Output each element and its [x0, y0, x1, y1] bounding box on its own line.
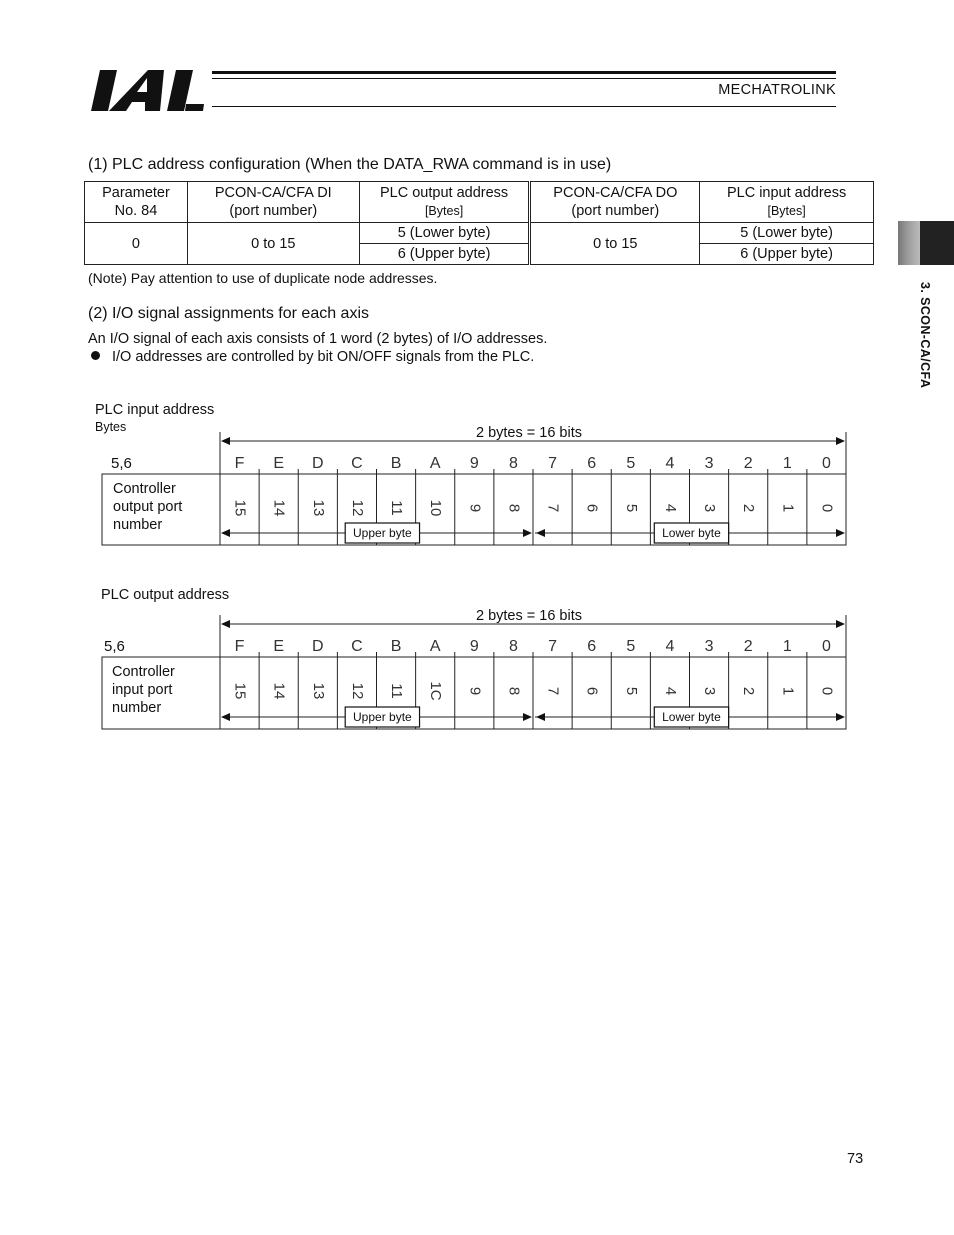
port-number: 12: [348, 499, 366, 517]
port-number: 10: [427, 499, 445, 517]
lower-byte-label: Lower byte: [662, 526, 721, 540]
byte-address-label: 5,6: [111, 455, 132, 472]
port-number: 13: [309, 499, 327, 517]
bit-label: 1: [782, 455, 792, 472]
port-number: 3: [701, 686, 719, 696]
port-number: 6: [583, 686, 601, 696]
section1-heading: (1) PLC address configuration (When the DATA_RWA command is in use): [88, 156, 612, 173]
section2-heading: (2) I/O signal assignments for each axis: [88, 305, 370, 322]
th-plc-output: PLC output address [Bytes]: [359, 182, 530, 223]
bit-label: A: [429, 455, 441, 472]
bit-label: 3: [704, 455, 714, 472]
port-number: 14: [270, 682, 288, 700]
port-number: 11: [388, 683, 406, 699]
port-number: 4: [661, 503, 679, 513]
port-number: 6: [583, 503, 601, 513]
row-label-line: output port: [113, 499, 183, 515]
bit-label: B: [390, 638, 402, 655]
port-number: 9: [466, 503, 484, 513]
bit-label: E: [273, 638, 285, 655]
bit-label: 2: [743, 455, 753, 472]
upper-byte-arrow-right: [523, 713, 532, 721]
bit-label: 8: [508, 638, 518, 655]
bit-label: 0: [821, 638, 831, 655]
span-label: 2 bytes = 16 bits: [476, 425, 582, 441]
section2-bullet: I/O addresses are controlled by bit ON/OFF signals from the PLC.: [91, 349, 534, 365]
cell-output-upper: 6 (Upper byte): [359, 244, 530, 265]
cell-do-range: 0 to 15: [530, 223, 700, 265]
port-number: 2: [740, 686, 758, 696]
port-number: 7: [544, 503, 562, 513]
section-title: MECHATROLINK: [718, 82, 836, 98]
upper-byte-label: Upper byte: [353, 710, 412, 724]
cell-input-upper: 6 (Upper byte): [700, 244, 874, 265]
port-number: 4: [661, 686, 679, 696]
port-number: 1C: [427, 681, 445, 701]
row-label-line: Controller: [112, 664, 175, 680]
bit-label: 5: [626, 455, 636, 472]
port-number: 5: [622, 503, 640, 513]
bit-label: 6: [587, 455, 597, 472]
port-number: 15: [231, 499, 249, 517]
port-number: 8: [505, 686, 523, 696]
bit-label: 7: [548, 455, 558, 472]
page-number: 73: [847, 1151, 864, 1167]
bit-label: 9: [469, 455, 479, 472]
bit-label: C: [351, 638, 363, 655]
bit-label: F: [234, 455, 245, 472]
byte-address-label: 5,6: [104, 638, 125, 655]
th-plc-input: PLC input address [Bytes]: [700, 182, 874, 223]
row-label-line: number: [113, 517, 163, 533]
bit-label: 3: [704, 638, 714, 655]
port-number: 3: [701, 503, 719, 513]
side-tab-label: 3. SCON-CA/CFA: [918, 282, 932, 389]
bit-label: A: [429, 638, 441, 655]
port-number: 9: [466, 686, 484, 696]
bit-label: E: [273, 455, 285, 472]
bit-label: D: [312, 455, 324, 472]
span-arrow-right: [836, 620, 845, 628]
port-number: 7: [544, 686, 562, 696]
port-number: 8: [505, 503, 523, 513]
port-number: 5: [622, 686, 640, 696]
bit-label: 1: [782, 638, 792, 655]
diagram1-title: PLC input address: [95, 402, 215, 418]
upper-byte-label: Upper byte: [353, 526, 412, 540]
cell-param-value: 0: [85, 223, 188, 265]
port-number: 0: [818, 503, 836, 513]
upper-byte-arrow-left: [221, 713, 230, 721]
port-number: 12: [348, 682, 366, 700]
row-label-line: input port: [112, 682, 173, 698]
span-arrow-left: [221, 620, 230, 628]
bit-label: F: [234, 638, 245, 655]
bit-label: 0: [821, 455, 831, 472]
port-number: 0: [818, 686, 836, 696]
diagram1-subtitle: Bytes: [95, 420, 127, 434]
port-number: 1: [779, 503, 797, 513]
th-do: PCON-CA/CFA DO (port number): [530, 182, 700, 223]
bit-label: B: [390, 455, 402, 472]
lower-byte-arrow-left: [536, 713, 545, 721]
bit-label: 5: [626, 638, 636, 655]
cell-output-lower: 5 (Lower byte): [359, 223, 530, 244]
bit-label: D: [312, 638, 324, 655]
port-number: 14: [270, 499, 288, 517]
bit-label: 2: [743, 638, 753, 655]
port-number: 1: [779, 686, 797, 696]
bit-label: 4: [665, 455, 675, 472]
lower-byte-arrow-right: [836, 713, 845, 721]
port-number: 2: [740, 503, 758, 513]
span-label: 2 bytes = 16 bits: [476, 608, 582, 624]
bit-label: 6: [587, 638, 597, 655]
table-note: (Note) Pay attention to use of duplicate node addresses.: [88, 270, 438, 286]
bit-label: C: [351, 455, 363, 472]
bit-label: 4: [665, 638, 675, 655]
cell-input-lower: 5 (Lower byte): [700, 223, 874, 244]
diagram2-title: PLC output address: [101, 587, 230, 603]
bit-label: 7: [548, 638, 558, 655]
port-number: 13: [309, 682, 327, 700]
bit-label: 8: [508, 455, 518, 472]
bit-label: 9: [469, 638, 479, 655]
port-number: 11: [388, 500, 406, 516]
cell-di-range: 0 to 15: [187, 223, 359, 265]
row-label-line: Controller: [113, 481, 176, 497]
port-number: 15: [231, 682, 249, 700]
section2-intro: An I/O signal of each axis consists of 1 word (2 bytes) of I/O addresses.: [88, 331, 548, 347]
th-di: PCON-CA/CFA DI (port number): [187, 182, 359, 223]
th-parameter: Parameter No. 84: [85, 182, 188, 223]
row-label-line: number: [112, 700, 162, 716]
lower-byte-label: Lower byte: [662, 710, 721, 724]
